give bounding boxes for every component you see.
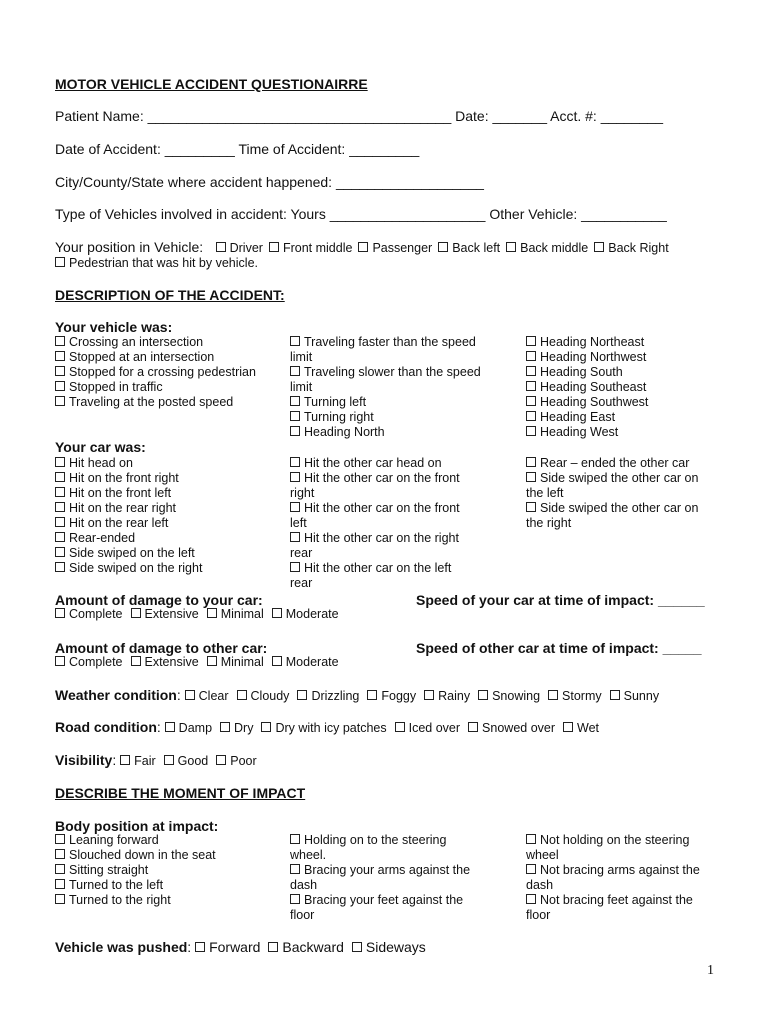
checkbox-option[interactable] — [55, 350, 280, 365]
checkbox-option[interactable] — [290, 425, 485, 440]
checkbox-label: Side swiped on the right — [69, 561, 203, 575]
checkbox-icon[interactable] — [164, 755, 174, 765]
checkbox-icon[interactable] — [358, 242, 368, 252]
weather-label: Weather condition — [55, 687, 177, 703]
speed-your: Speed of your car at time of impact: ______ — [416, 592, 705, 608]
checkbox-icon[interactable] — [55, 517, 65, 527]
body-position-col2 — [290, 833, 480, 923]
checkbox-option[interactable] — [55, 655, 123, 669]
pushed-options — [195, 939, 434, 955]
checkbox-label: Extensive — [144, 655, 199, 669]
checkbox-icon[interactable] — [55, 608, 65, 618]
checkbox-option[interactable] — [526, 335, 751, 350]
checkbox-icon[interactable] — [424, 690, 434, 700]
checkbox-icon[interactable] — [526, 396, 536, 406]
checkbox-icon[interactable] — [55, 879, 65, 889]
checkbox-icon[interactable] — [526, 426, 536, 436]
checkbox-label: Back Right — [608, 241, 669, 255]
checkbox-option[interactable] — [131, 655, 199, 669]
vehicle-was-label: Your vehicle was: — [55, 319, 173, 335]
checkbox-option[interactable] — [207, 607, 264, 621]
checkbox-icon[interactable] — [131, 656, 141, 666]
body-position-col3 — [526, 833, 706, 923]
checkbox-option[interactable] — [207, 655, 264, 669]
checkbox-icon[interactable] — [55, 457, 65, 467]
checkbox-option[interactable] — [220, 721, 253, 735]
checkbox-label: Stopped in traffic — [69, 380, 163, 394]
checkbox-label: Moderate — [285, 607, 339, 621]
checkbox-icon[interactable] — [120, 755, 130, 765]
checkbox-option[interactable] — [610, 689, 659, 703]
checkbox-option[interactable] — [55, 561, 280, 576]
checkbox-option[interactable] — [367, 689, 416, 703]
city-line: City/County/State where accident happened: ___________________ — [55, 174, 484, 190]
checkbox-label: Side swiped the other car on the left — [526, 471, 699, 500]
checkbox-icon[interactable] — [548, 690, 558, 700]
checkbox-option[interactable] — [55, 546, 280, 561]
pushed-label: Vehicle was pushed — [55, 939, 188, 955]
checkbox-icon[interactable] — [395, 722, 405, 732]
checkbox-label: Hit on the rear right — [69, 501, 176, 515]
damage-other-label: Amount of damage to other car: — [55, 640, 268, 656]
checkbox-icon[interactable] — [261, 722, 271, 732]
damage-other-options — [55, 655, 347, 669]
checkbox-option[interactable] — [526, 501, 711, 531]
checkbox-icon[interactable] — [207, 608, 217, 618]
checkbox-label: Turned to the left — [69, 878, 164, 892]
checkbox-option[interactable] — [563, 721, 599, 735]
visibility-label: Visibility — [55, 752, 113, 768]
checkbox-option[interactable] — [55, 607, 123, 621]
checkbox-option[interactable] — [55, 501, 280, 516]
checkbox-option[interactable] — [526, 365, 751, 380]
weather-row: Weather condition: Clear Cloudy Drizzling Foggy Rainy Snowing Stormy Sunny — [55, 687, 667, 705]
checkbox-option[interactable] — [164, 754, 209, 768]
description-heading: DESCRIPTION OF THE ACCIDENT: — [55, 287, 285, 303]
checkbox-option[interactable] — [526, 350, 751, 365]
checkbox-icon[interactable] — [526, 411, 536, 421]
checkbox-label: Wet — [577, 721, 600, 735]
checkbox-option[interactable] — [290, 365, 485, 395]
checkbox-label: Iced over — [408, 721, 461, 735]
checkbox-label: Side swiped the other car on the right — [526, 501, 699, 530]
checkbox-option[interactable] — [526, 380, 751, 395]
checkbox-label: Heading Northwest — [540, 350, 647, 364]
checkbox-label: Clear — [198, 689, 229, 703]
checkbox-label: Extensive — [144, 607, 199, 621]
checkbox-label: Bracing your feet against the floor — [290, 893, 464, 922]
checkbox-label: Leaning forward — [69, 833, 159, 847]
checkbox-label: Heading North — [304, 425, 385, 439]
car-was-col3 — [526, 456, 711, 531]
checkbox-icon[interactable] — [55, 502, 65, 512]
checkbox-option[interactable] — [195, 939, 260, 955]
checkbox-icon[interactable] — [290, 472, 300, 482]
checkbox-label: Minimal — [220, 655, 264, 669]
checkbox-option[interactable] — [55, 365, 280, 380]
checkbox-label: Complete — [69, 607, 123, 621]
checkbox-label: Stormy — [562, 689, 602, 703]
checkbox-option[interactable] — [424, 689, 470, 703]
checkbox-icon[interactable] — [55, 381, 65, 391]
road-options — [165, 721, 607, 735]
checkbox-icon[interactable] — [207, 656, 217, 666]
checkbox-icon[interactable] — [268, 942, 278, 952]
checkbox-option[interactable] — [55, 471, 280, 486]
checkbox-option[interactable] — [290, 863, 480, 893]
checkbox-option[interactable] — [237, 689, 290, 703]
checkbox-icon[interactable] — [272, 608, 282, 618]
checkbox-option[interactable] — [55, 878, 280, 893]
checkbox-label: Damp — [178, 721, 213, 735]
checkbox-label: Good — [177, 754, 209, 768]
damage-your-label: Amount of damage to your car: — [55, 592, 263, 608]
road-row: Road condition: Damp Dry Dry with icy patches Iced over Snowed over Wet — [55, 719, 607, 737]
damage-your-options — [55, 607, 347, 621]
checkbox-label: Hit head on — [69, 456, 133, 470]
checkbox-option[interactable] — [131, 607, 199, 621]
vehicles-line: Type of Vehicles involved in accident: Yours ____________________ Other Vehicle: ___________ — [55, 206, 667, 222]
checkbox-option[interactable] — [526, 410, 751, 425]
checkbox-label: Hit the other car on the right rear — [290, 531, 459, 560]
checkbox-option[interactable] — [272, 607, 339, 621]
car-was-col1 — [55, 456, 280, 576]
checkbox-option[interactable] — [55, 833, 280, 848]
checkbox-icon[interactable] — [290, 396, 300, 406]
checkbox-icon[interactable] — [563, 722, 573, 732]
checkbox-label: Bracing your arms against the dash — [290, 863, 471, 892]
page-title: MOTOR VEHICLE ACCIDENT QUESTIONAIRRE — [55, 76, 368, 92]
checkbox-label: Back middle — [520, 241, 589, 255]
checkbox-icon[interactable] — [55, 834, 65, 844]
checkbox-option[interactable] — [548, 689, 602, 703]
body-position-col1 — [55, 833, 280, 908]
checkbox-label: Heading Southeast — [540, 380, 647, 394]
checkbox-option[interactable] — [55, 335, 280, 350]
checkbox-icon[interactable] — [290, 366, 300, 376]
checkbox-icon[interactable] — [352, 942, 362, 952]
position-section — [55, 239, 675, 257]
checkbox-icon[interactable] — [526, 894, 536, 904]
checkbox-icon[interactable] — [55, 532, 65, 542]
checkbox-label: Dry — [234, 721, 254, 735]
checkbox-label: Holding on to the steering wheel. — [290, 833, 447, 862]
checkbox-label: Minimal — [220, 607, 264, 621]
checkbox-label: Heading East — [540, 410, 616, 424]
checkbox-label: Traveling at the posted speed — [69, 395, 234, 409]
checkbox-option[interactable] — [290, 531, 470, 561]
body-position-label: Body position at impact: — [55, 818, 219, 834]
checkbox-icon[interactable] — [165, 722, 175, 732]
checkbox-icon[interactable] — [290, 562, 300, 572]
checkbox-icon[interactable] — [290, 864, 300, 874]
page-number: 1 — [707, 963, 714, 978]
checkbox-icon[interactable] — [438, 242, 448, 252]
checkbox-option[interactable] — [526, 456, 711, 471]
checkbox-option[interactable] — [290, 893, 480, 923]
car-was-col2 — [290, 456, 470, 591]
checkbox-icon[interactable] — [610, 690, 620, 700]
checkbox-option[interactable] — [395, 721, 460, 735]
checkbox-option[interactable] — [290, 410, 485, 425]
checkbox-option[interactable] — [468, 721, 555, 735]
checkbox-icon[interactable] — [297, 690, 307, 700]
checkbox-icon[interactable] — [290, 426, 300, 436]
checkbox-option[interactable] — [55, 516, 280, 531]
checkbox-label: Cloudy — [250, 689, 290, 703]
checkbox-label: Hit on the rear left — [69, 516, 169, 530]
checkbox-icon[interactable] — [478, 690, 488, 700]
checkbox-option[interactable] — [290, 833, 480, 863]
checkbox-label: Heading Southwest — [540, 395, 649, 409]
checkbox-label: Forward — [209, 939, 261, 955]
date-time-line: Date of Accident: _________ Time of Accident: _________ — [55, 141, 420, 157]
checkbox-icon[interactable] — [220, 722, 230, 732]
checkbox-option[interactable] — [506, 241, 588, 255]
checkbox-option[interactable] — [185, 689, 229, 703]
vehicle-was-col3 — [526, 335, 751, 440]
checkbox-icon[interactable] — [367, 690, 377, 700]
checkbox-icon[interactable] — [55, 849, 65, 859]
checkbox-label: Front middle — [282, 241, 353, 255]
checkbox-icon[interactable] — [55, 656, 65, 666]
checkbox-option[interactable] — [268, 939, 343, 955]
checkbox-option[interactable] — [290, 471, 470, 501]
checkbox-label: Sideways — [365, 939, 426, 955]
checkbox-icon[interactable] — [290, 834, 300, 844]
checkbox-icon[interactable] — [55, 864, 65, 874]
checkbox-icon[interactable] — [55, 562, 65, 572]
checkbox-label: Sunny — [623, 689, 660, 703]
checkbox-icon[interactable] — [290, 336, 300, 346]
checkbox-option[interactable] — [216, 754, 256, 768]
impact-heading: DESCRIBE THE MOMENT OF IMPACT — [55, 785, 306, 801]
checkbox-label: Heading Northeast — [540, 335, 645, 349]
checkbox-label: Heading South — [540, 365, 623, 379]
checkbox-icon[interactable] — [526, 472, 536, 482]
checkbox-label: Dry with icy patches — [275, 721, 387, 735]
speed-other: Speed of other car at time of impact: _____ — [416, 640, 702, 656]
checkbox-option[interactable] — [297, 689, 359, 703]
checkbox-icon[interactable] — [526, 502, 536, 512]
checkbox-label: Moderate — [285, 655, 339, 669]
checkbox-option[interactable] — [272, 655, 339, 669]
checkbox-icon[interactable] — [526, 457, 536, 467]
checkbox-icon[interactable] — [290, 532, 300, 542]
checkbox-icon[interactable] — [526, 381, 536, 391]
checkbox-icon[interactable] — [55, 487, 65, 497]
checkbox-option[interactable] — [55, 863, 280, 878]
checkbox-option[interactable] — [526, 863, 706, 893]
checkbox-label: Hit on the front left — [69, 486, 172, 500]
checkbox-option[interactable] — [352, 939, 426, 955]
checkbox-label: Traveling faster than the speed limit — [290, 335, 476, 364]
checkbox-option[interactable] — [55, 893, 280, 908]
checkbox-option[interactable] — [55, 531, 280, 546]
checkbox-label: Snowing — [492, 689, 541, 703]
checkbox-icon[interactable] — [55, 351, 65, 361]
visibility-options — [120, 754, 265, 768]
checkbox-label: Complete — [69, 655, 123, 669]
checkbox-label: Not bracing arms against the dash — [526, 863, 700, 892]
pedestrian-label: Pedestrian that was hit by vehicle. — [69, 256, 258, 270]
checkbox-option[interactable] — [55, 456, 280, 471]
checkbox-icon[interactable] — [55, 894, 65, 904]
checkbox-label: Hit the other car on the front left — [290, 501, 460, 530]
checkbox-label: Turned to the right — [69, 893, 171, 907]
checkbox-icon[interactable] — [290, 457, 300, 467]
checkbox-option[interactable] — [526, 833, 706, 863]
vehicle-was-col1 — [55, 335, 280, 410]
checkbox-label: Slouched down in the seat — [69, 848, 216, 862]
checkbox-icon[interactable] — [526, 336, 536, 346]
checkbox-label: Rainy — [438, 689, 471, 703]
checkbox-label: Sitting straight — [69, 863, 149, 877]
checkbox-option[interactable] — [526, 471, 711, 501]
position-options — [216, 241, 675, 255]
checkbox-label: Driver — [229, 241, 263, 255]
checkbox-option[interactable] — [526, 395, 751, 410]
checkbox-icon[interactable] — [526, 351, 536, 361]
checkbox-label: Fair — [134, 754, 156, 768]
checkbox-icon[interactable] — [195, 942, 205, 952]
checkbox-label: Hit on the front right — [69, 471, 179, 485]
checkbox-icon[interactable] — [55, 547, 65, 557]
checkbox-icon[interactable] — [216, 755, 226, 765]
checkbox-label: Hit the other car on the front right — [290, 471, 460, 500]
checkbox-label: Side swiped on the left — [69, 546, 195, 560]
checkbox-icon[interactable] — [237, 690, 247, 700]
checkbox-option[interactable] — [290, 561, 470, 591]
checkbox-label: Turning left — [304, 395, 367, 409]
checkbox-icon[interactable] — [55, 257, 65, 267]
checkbox-icon[interactable] — [526, 864, 536, 874]
checkbox-option[interactable] — [55, 395, 280, 410]
checkbox-label: Snowed over — [482, 721, 556, 735]
checkbox-icon[interactable] — [269, 242, 279, 252]
checkbox-icon[interactable] — [526, 834, 536, 844]
car-was-label: Your car was: — [55, 439, 146, 455]
checkbox-icon[interactable] — [55, 472, 65, 482]
checkbox-icon[interactable] — [55, 366, 65, 376]
checkbox-option[interactable] — [55, 380, 280, 395]
checkbox-label: Rear-ended — [69, 531, 136, 545]
road-label: Road condition — [55, 719, 157, 735]
checkbox-icon[interactable] — [290, 894, 300, 904]
checkbox-icon[interactable] — [272, 656, 282, 666]
checkbox-label: Turning right — [304, 410, 374, 424]
checkbox-option[interactable] — [120, 754, 156, 768]
checkbox-option[interactable] — [269, 241, 352, 255]
position-label: Your position in Vehicle: — [55, 239, 204, 255]
checkbox-label: Stopped at an intersection — [69, 350, 215, 364]
checkbox-option[interactable] — [594, 241, 668, 255]
checkbox-icon[interactable] — [506, 242, 516, 252]
checkbox-option[interactable] — [165, 721, 212, 735]
checkbox-option[interactable] — [358, 241, 432, 255]
patient-line: Patient Name: _______________________________________ Date: _______ Acct. #: ________ — [55, 108, 663, 124]
visibility-row: Visibility: Fair Good Poor — [55, 752, 265, 770]
checkbox-label: Passenger — [372, 241, 433, 255]
checkbox-label: Backward — [282, 939, 344, 955]
checkbox-option[interactable] — [261, 721, 386, 735]
checkbox-label: Hit the other car head on — [304, 456, 442, 470]
position-pedestrian[interactable] — [55, 256, 258, 270]
checkbox-label: Back left — [452, 241, 501, 255]
checkbox-icon[interactable] — [216, 242, 226, 252]
checkbox-icon[interactable] — [526, 366, 536, 376]
checkbox-icon[interactable] — [55, 336, 65, 346]
checkbox-option[interactable] — [55, 486, 280, 501]
checkbox-option[interactable] — [290, 456, 470, 471]
checkbox-label: Foggy — [381, 689, 417, 703]
checkbox-option[interactable] — [290, 501, 470, 531]
checkbox-label: Hit the other car on the left rear — [290, 561, 452, 590]
checkbox-label: Drizzling — [311, 689, 360, 703]
weather-options — [185, 689, 667, 703]
checkbox-option[interactable] — [55, 848, 280, 863]
checkbox-option[interactable] — [290, 335, 485, 365]
checkbox-icon[interactable] — [55, 396, 65, 406]
checkbox-label: Crossing an intersection — [69, 335, 204, 349]
checkbox-label: Traveling slower than the speed limit — [290, 365, 481, 394]
checkbox-icon[interactable] — [131, 608, 141, 618]
checkbox-label: Heading West — [540, 425, 619, 439]
vehicle-was-col2 — [290, 335, 485, 440]
checkbox-option[interactable] — [290, 395, 485, 410]
checkbox-label: Not bracing feet against the floor — [526, 893, 693, 922]
checkbox-icon[interactable] — [290, 502, 300, 512]
pushed-row: Vehicle was pushed: Forward Backward Sideways — [55, 939, 434, 957]
checkbox-icon[interactable] — [468, 722, 478, 732]
checkbox-label: Rear – ended the other car — [540, 456, 690, 470]
checkbox-option[interactable] — [526, 893, 706, 923]
checkbox-option[interactable] — [438, 241, 500, 255]
checkbox-label: Stopped for a crossing pedestrian — [69, 365, 256, 379]
checkbox-option[interactable] — [216, 241, 263, 255]
checkbox-label: Not holding on the steering wheel — [526, 833, 690, 862]
checkbox-label: Poor — [230, 754, 257, 768]
checkbox-icon[interactable] — [185, 690, 195, 700]
checkbox-icon[interactable] — [594, 242, 604, 252]
checkbox-option[interactable] — [526, 425, 751, 440]
checkbox-option[interactable] — [478, 689, 540, 703]
checkbox-icon[interactable] — [290, 411, 300, 421]
